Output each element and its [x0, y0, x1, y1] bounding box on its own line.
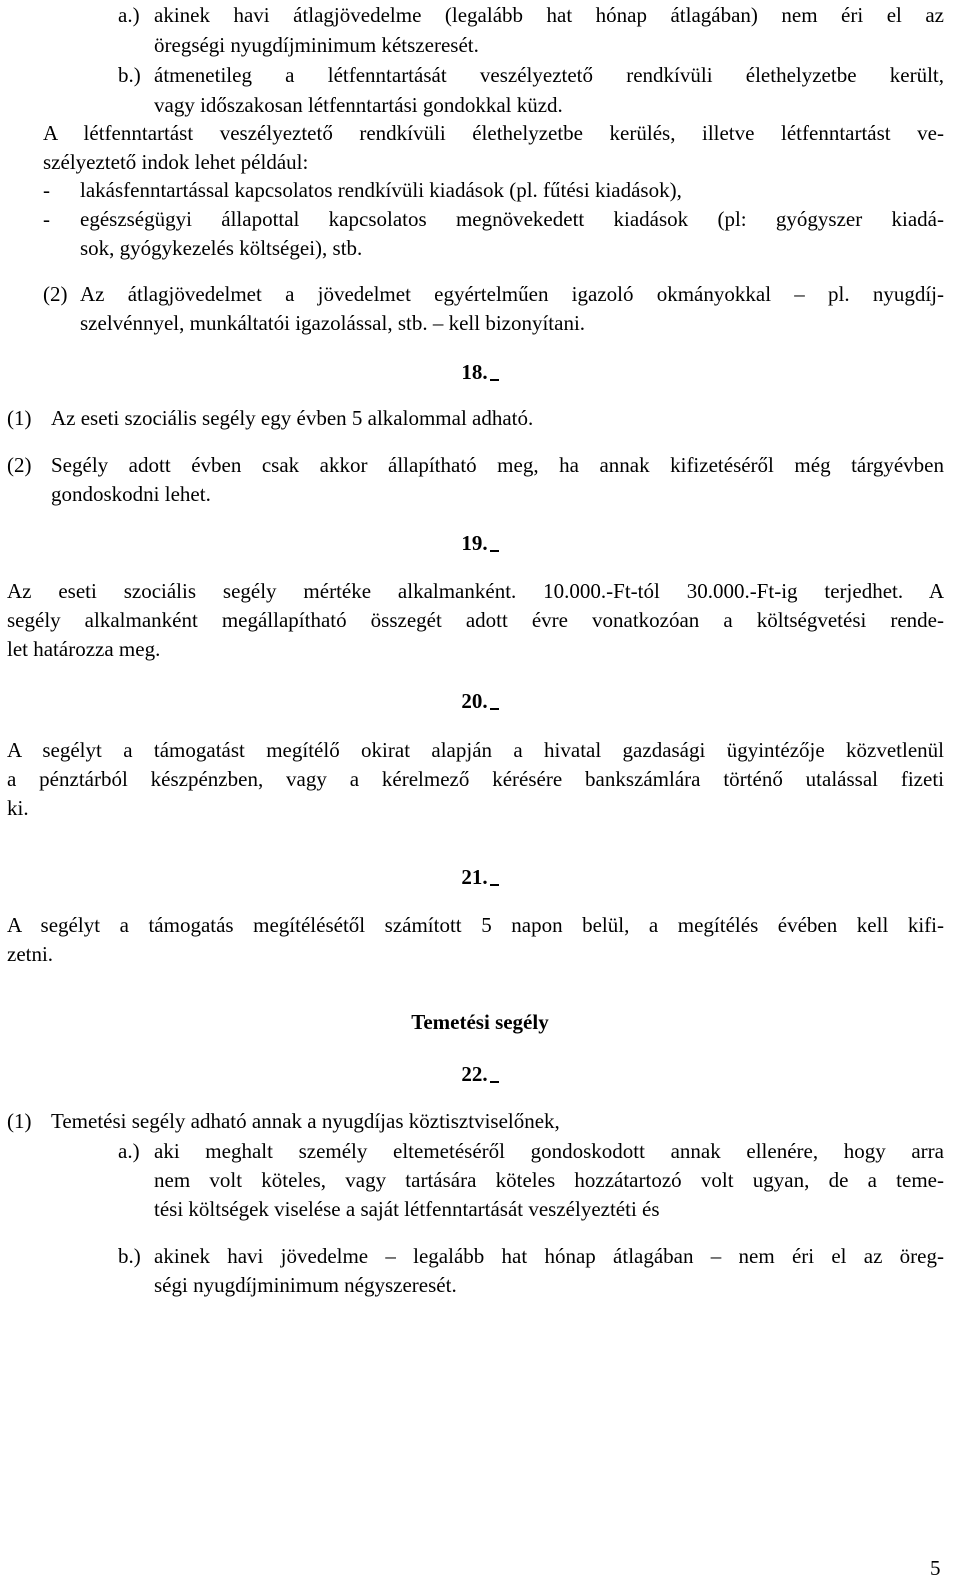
paragraph-line: tési költségek viselése a saját létfenntartását veszélyeztéti és [154, 1197, 660, 1221]
paragraph-line: gondoskodni lehet. [51, 482, 211, 506]
paragraph-line: A segélyt a támogatást megítélő okirat alapján a hivatal gazdasági ügyintézője közvetlenül [7, 738, 944, 762]
paragraph-line: Az eseti szociális segély egy évben 5 alkalommal adható. [51, 406, 534, 430]
section-mark [490, 535, 499, 552]
paragraph-line: A segélyt a támogatás megítélésétől számított 5 napon belül, a megítélés évében kell kifi- [7, 913, 944, 937]
paragraph-line: szélyeztető indok lehet például: [43, 150, 309, 174]
list-marker: b.) [118, 63, 141, 87]
paragraph-line: let határozza meg. [7, 637, 161, 661]
section-heading: 21. [0, 864, 960, 890]
paragraph-line: lakásfenntartással kapcsolatos rendkívüli kiadások (pl. fűtési kiadások), [80, 178, 682, 202]
section-mark [490, 693, 499, 710]
list-marker: a.) [118, 1139, 140, 1163]
paragraph-line: aki meghalt személy eltemetéséről gondoskodott annak ellenére, hogy arra [154, 1139, 944, 1163]
paragraph-line: Az eseti szociális segély mértéke alkalmanként. 10.000.-Ft-tól 30.000.-Ft-ig terjedhet. A [7, 579, 944, 603]
subsection-title: Temetési segély [411, 1010, 549, 1034]
paragraph-line: vagy időszakosan létfenntartási gondokkal küzd. [154, 93, 563, 117]
section-heading: 20. [0, 688, 960, 714]
list-marker: a.) [118, 3, 140, 27]
page-number: 5 [930, 1556, 941, 1580]
paragraph-line: öregségi nyugdíjminimum kétszeresét. [154, 33, 479, 57]
paragraph-line: zetni. [7, 942, 54, 966]
paragraph-number: (1) [7, 406, 32, 430]
section-mark [490, 869, 499, 886]
paragraph-line: segély alkalmanként megállapítható összegét adott évre vonatkozóan a költségvetési rende- [7, 608, 944, 632]
list-marker: - [43, 207, 50, 231]
paragraph-line: A létfenntartást veszélyeztető rendkívüli élethelyzetbe kerülés, illetve létfenntartást ve- [43, 121, 944, 145]
paragraph-line: sok, gyógykezelés költségei), stb. [80, 236, 363, 260]
paragraph-number: (2) [7, 453, 32, 477]
paragraph-line: ki. [7, 796, 29, 820]
paragraph-line: a pénztárból készpénzben, vagy a kérelmező kérésére bankszámlára történő utalással fizeti [7, 767, 944, 791]
section-heading: 22. [0, 1061, 960, 1087]
paragraph-line: egészségügyi állapottal kapcsolatos megnövekedett kiadások (pl: gyógyszer kiadá- [80, 207, 944, 231]
paragraph-number: (2) [43, 282, 68, 306]
list-marker: b.) [118, 1244, 141, 1268]
section-mark [490, 364, 499, 381]
paragraph-line: ségi nyugdíjminimum négyszeresét. [154, 1273, 457, 1297]
paragraph-line: akinek havi átlagjövedelme (legalább hat hónap átlagában) nem éri el az [154, 3, 944, 27]
list-marker: - [43, 178, 50, 202]
paragraph-line: nem volt köteles, vagy tartására köteles hozzátartozó volt ugyan, de a teme- [154, 1168, 944, 1192]
paragraph-number: (1) [7, 1109, 32, 1133]
paragraph-line: átmenetileg a létfenntartását veszélyeztető rendkívüli élethelyzetbe került, [154, 63, 944, 87]
section-heading: 19. [0, 530, 960, 556]
paragraph-line: szelvénnyel, munkáltatói igazolással, stb. – kell bizonyítani. [80, 311, 586, 335]
paragraph-line: Segély adott évben csak akkor állapítható meg, ha annak kifizetéséről még tárgyévben [51, 453, 944, 477]
paragraph-line: Temetési segély adható annak a nyugdíjas köztisztviselőnek, [51, 1109, 560, 1133]
paragraph-line: akinek havi jövedelme – legalább hat hónap átlagában – nem éri el az öreg- [154, 1244, 944, 1268]
section-heading: 18. [0, 359, 960, 385]
section-mark [490, 1066, 499, 1083]
paragraph-line: Az átlagjövedelmet a jövedelmet egyértelműen igazoló okmányokkal – pl. nyugdíj- [80, 282, 944, 306]
